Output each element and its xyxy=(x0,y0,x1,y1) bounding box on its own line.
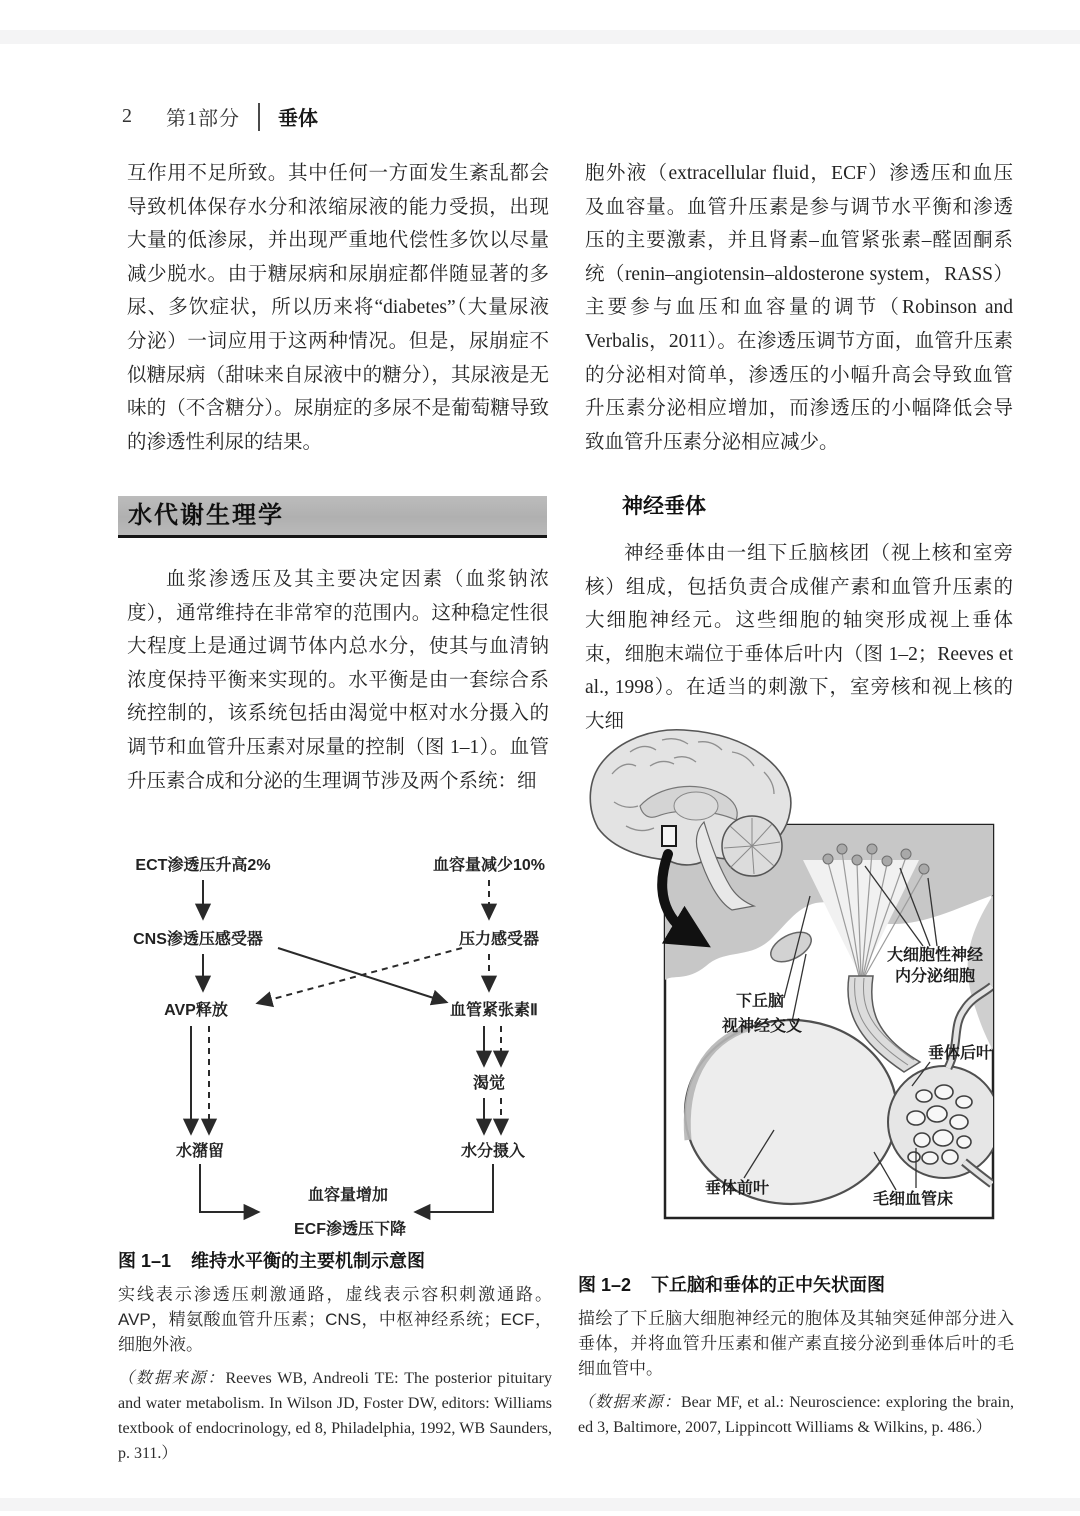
left-paragraph-1: 互作用不足所致。其中任何一方面发生紊乱都会导致机体保存水分和浓缩尿液的能力受损，出现大量的低渗尿，并出现严重地代偿性多饮以尽量减少脱水。由于糖尿病和尿崩症都伴随显著的多尿、多饮症状，所以历来将“diabetes”（大量尿液分泌）一词应用于这两种情况。但是，尿崩症不似糖尿病（甜味来自尿液中的糖分），其尿液是无味的（不含糖分）。尿崩症的多尿不是葡萄糖导致的渗透性利尿的结果。 xyxy=(127,163,549,453)
node-thirst: 渴觉 xyxy=(472,1075,506,1092)
label-anterior-lobe: 垂体前叶 xyxy=(704,1180,770,1197)
figure-1-2-caption xyxy=(578,1271,1014,1440)
section-header-bar xyxy=(118,496,547,538)
node-ect: ECT渗透压升高2% xyxy=(135,857,271,874)
figure-1-2-caption-body: 描绘了下丘脑大细胞神经元的胞体及其轴突延伸部分进入垂体，并将血管升压素和催产素直接分泌到垂体后叶的毛细血管中。 xyxy=(578,1309,1014,1378)
label-posterior-lobe: 垂体后叶 xyxy=(927,1045,993,1062)
figure-1-1-title-text: 维持水平衡的主要机制示意图 xyxy=(191,1251,426,1271)
label-magnocellular-line2: 内分泌细胞 xyxy=(894,968,976,985)
arrow-baro-to-avp xyxy=(258,948,462,1003)
page-number: 2 xyxy=(122,105,132,127)
arrow-intake-to-result xyxy=(416,1164,493,1212)
page-gap-bottom xyxy=(0,1498,1080,1511)
right-paragraph-1: 胞外液（extracellular fluid，ECF）渗透压和血压及血容量。血管升压素是参与调节水平衡和渗透压的主要激素，并且肾素–血管紧张素–醛固酮系统（renin–angiotensin–aldosterone system，RASS）主要参与血压和血容量的调节（Robinson and Verbalis，2011）。在渗透压调节方面，血管升压素的分泌相对简单，渗透压的小幅升高会导致血管升压素分泌相应增加，而渗透压的小幅降低会导致血管升压素分泌相应减少。 xyxy=(585,163,1013,453)
node-water-intake: 水分摄入 xyxy=(460,1143,526,1160)
right-paragraph-2: 神经垂体由一组下丘脑核团（视上核和室旁核）组成，包括负责合成催产素和血管升压素的大细胞神经元。这些细胞的轴突形成视上垂体束，细胞末端位于垂体后叶内（图 1–2；Reeves et al., 1998）。在适当的刺激下，室旁核和视上核的大细 xyxy=(585,543,1013,732)
label-hypothalamus: 下丘脑 xyxy=(735,993,785,1010)
thalamus xyxy=(674,792,718,820)
node-result-line2: ECF渗透压下降 xyxy=(293,1221,407,1238)
running-header xyxy=(122,102,318,131)
header-divider xyxy=(258,103,260,131)
node-angiotensin: 血管紧张素Ⅱ xyxy=(450,1002,538,1019)
figure-1-2-source xyxy=(578,1390,1014,1440)
figure-1-1-label: 图 1–1 xyxy=(118,1251,172,1271)
figure-1-1-caption-body: 实线表示渗透压刺激通路，虚线表示容积刺激通路。AVP，精氨酸血管升压素；CNS，中枢神经系统；ECF，细胞外液。 xyxy=(118,1285,552,1354)
figure-1-1-flowchart xyxy=(110,840,560,1242)
node-result-line1: 血容量增加 xyxy=(307,1187,389,1204)
node-baroreceptor: 压力感受器 xyxy=(458,931,540,948)
label-capillary-bed: 毛细血管床 xyxy=(872,1191,954,1208)
label-optic-chiasm: 视神经交叉 xyxy=(721,1018,803,1035)
figure-1-2-caption-title xyxy=(578,1271,1014,1297)
figure-1-2-title-text: 下丘脑和垂体的正中矢状面图 xyxy=(651,1275,886,1295)
figure-1-1-source xyxy=(118,1366,552,1466)
arrow-retention-to-result xyxy=(200,1164,258,1212)
page-gap-top xyxy=(0,30,1080,44)
label-magnocellular-line1: 大细胞性神经 xyxy=(886,947,984,964)
figure-1-2-source-text: Bear MF, et al.: Neuroscience: exploring the brain, ed 3, Baltimore, 2007, Lippincott Williams & Wilkins, p. 486.） xyxy=(578,1394,1014,1436)
part-title: 垂体 xyxy=(278,108,318,130)
section-header-text: 水代谢生理学 xyxy=(128,502,284,529)
figure-1-2-label: 图 1–2 xyxy=(578,1275,632,1295)
node-water-retention: 水潴留 xyxy=(175,1143,225,1160)
right-subheading: 神经垂体 xyxy=(622,495,706,518)
node-avp-release: AVP释放 xyxy=(164,1002,228,1019)
node-cns-osmoreceptor: CNS渗透压感受器 xyxy=(133,931,263,948)
flowchart-arrows xyxy=(191,880,501,1212)
figure-1-2-illustration xyxy=(578,710,1012,1270)
figure-1-1-source-prefix: （数据来源： xyxy=(118,1370,226,1387)
figure-1-1-source-text: Reeves WB, Andreoli TE: The posterior pituitary and water metabolism. In Wilson JD, Foster DW, editors: Williams textbook of endocrinology, ed 8, Philadelphia, 1992, WB Saunders, p. 311.） xyxy=(118,1370,552,1462)
left-paragraph-2: 血浆渗透压及其主要决定因素（血浆钠浓度），通常维持在非常窄的范围内。这种稳定性很大程度上是通过调节体内总水分，使其与血清钠浓度保持平衡来实现的。水平衡是由一套综合系统控制的，该系统包括由渴觉中枢对水分摄入的调节和血管升压素对尿量的控制（图 1–1）。血管升压素合成和分泌的生理调节涉及两个系统：细 xyxy=(127,569,549,792)
hypothalamus-marker-box xyxy=(662,826,676,846)
figure-1-1-caption xyxy=(118,1247,552,1466)
figure-1-2-source-prefix: （数据来源： xyxy=(578,1394,681,1411)
node-volume: 血容量减少10% xyxy=(432,857,546,874)
part-label: 第1部分 xyxy=(166,108,240,130)
figure-1-1-caption-title xyxy=(118,1247,552,1273)
